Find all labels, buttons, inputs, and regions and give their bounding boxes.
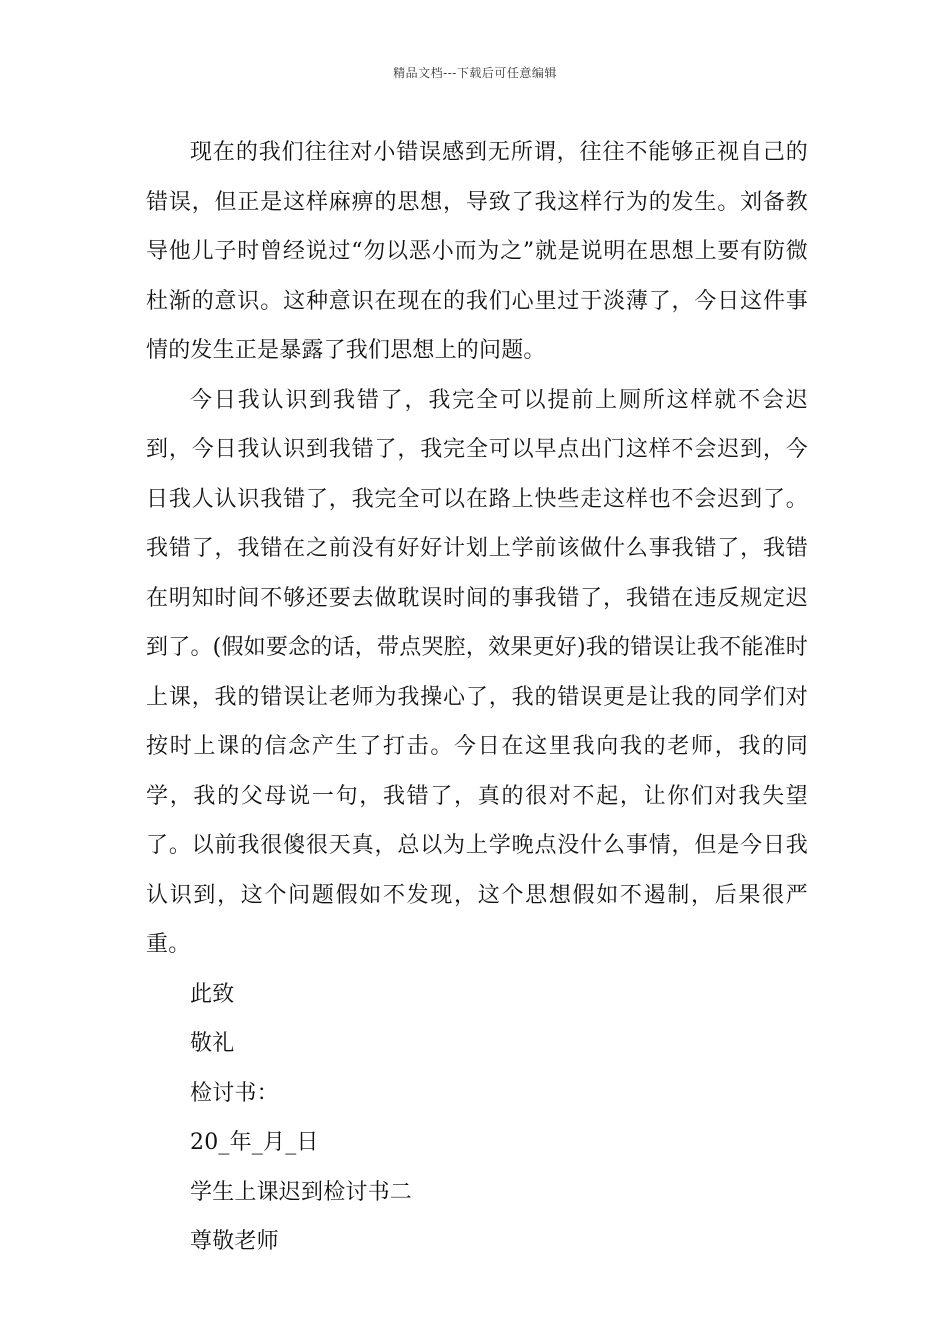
signature-label: 检讨书：	[190, 1080, 279, 1106]
date-line: 20_年_月_日	[190, 1130, 319, 1155]
paragraph-2: 今日我认识到我错了，我完全可以提前上厕所这样就不会迟到，今日我认识到我错了，我完全可以早点出门这样不会迟到，今日我人认识我错了，我完全可以在路上快些走这样也不会迟到了。我错了，我错在之前没有好好计划上学前该做什么事我错了，我错在明知时间不够还要去做耽误时间的事我错了，我错在违反规定迟到了。(假如要念的话，带点哭腔，效果更好)我的错误让我不能准时上课，我的错误让老师为我操心了，我的错误更是让我的同学们对按时上课的信念产生了打击。今日在这里我向我的老师，我的同学，我的父母说一句，我错了，真的很对不起，让你们对我失望了。以前我很傻很天真，总以为上学晚点没什么事情，但是今日我认识到，这个问题假如不发现，这个思想假如不遏制，后果很严重。	[146, 387, 808, 957]
section-title: 学生上课迟到检讨书二	[190, 1179, 413, 1205]
document-body	[146, 128, 808, 1267]
closing-line: 此致	[190, 981, 235, 1007]
salute-line: 敬礼	[190, 1031, 235, 1056]
paragraph-1: 现在的我们往往对小错误感到无所谓，往往不能够正视自己的错误，但正是这样麻痹的思想，导致了我这样行为的发生。刘备教导他儿子时曾经说过“勿以恶小而为之”就是说明在思想上要有防微杜渐的意识。这种意识在现在的我们心里过于淡薄了，今日这件事情的发生正是暴露了我们思想上的问题。	[146, 140, 808, 363]
greeting-line: 尊敬老师	[190, 1229, 279, 1254]
page-header: 精品文档---下载后可任意编辑	[393, 66, 557, 80]
